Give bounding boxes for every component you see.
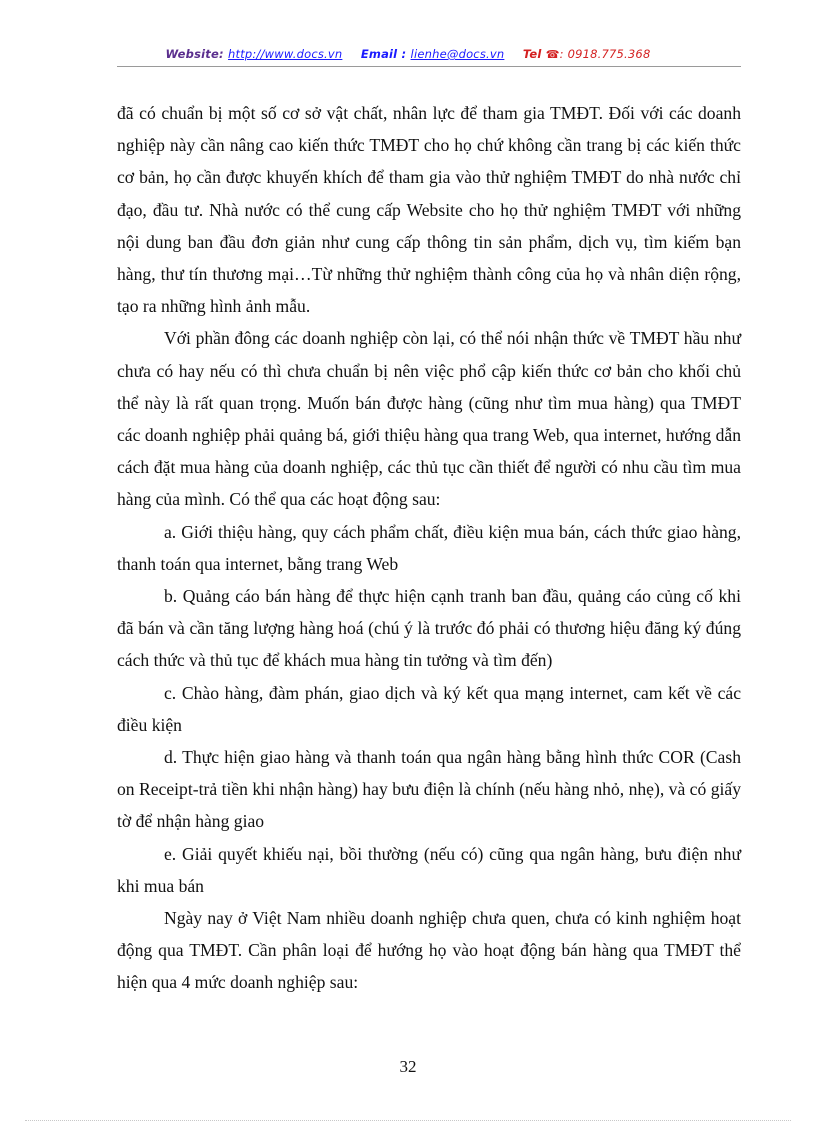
list-item-e: e. Giải quyết khiếu nại, bồi thường (nếu có) cũng qua ngân hàng, bưu điện như khi mua bán [117,843,741,896]
tel-label: Tel [522,47,542,61]
page-bottom-border [25,1120,791,1121]
header-divider [117,66,741,67]
list-item-a: a. Giới thiệu hàng, quy cách phẩm chất, điều kiện mua bán, cách thức giao hàng, thanh toán qua internet, bằng trang Web [117,521,741,574]
page-number: 32 [399,1057,417,1076]
paragraph-continuation: đã có chuẩn bị một số cơ sở vật chất, nhân lực để tham gia TMĐT. Đối với các doanh nghiệp này cần nâng cao kiến thức TMĐT cho họ chứ không cần trang bị các kiến thức cơ bản, họ cần được khuyến khích để tham gia vào thử nghiệm TMĐT do nhà nước chỉ đạo, đầu tư. Nhà nước có thể cung cấp Website cho họ thử nghiệm TMĐT với những nội dung ban đầu đơn giản như cung cấp thông tin sản phẩm, dịch vụ, tìm kiếm bạn hàng, thư tín thương mại…Từ những thử nghiệm thành công của họ và nhân diện rộng, tạo ra những hình ảnh mẫu. [117,103,741,317]
document-body [117,97,741,999]
list-item-c: c. Chào hàng, đàm phán, giao dịch và ký kết qua mạng internet, cam kết về các điều kiện [117,682,741,735]
phone-icon: ☎ [545,48,560,61]
list-item-b: b. Quảng cáo bán hàng để thực hiện cạnh tranh ban đầu, quảng cáo củng cố khi đã bán và cần tăng lượng hàng hoá (chú ý là trước đó phải có thương hiệu đăng ký đúng cách thức và thủ tục để khách mua hàng tin tưởng và tìm đến) [117,586,741,671]
page-header [0,47,816,61]
paragraph-vietnam-enterprises: Ngày nay ở Việt Nam nhiều doanh nghiệp chưa quen, chưa có kinh nghiệm hoạt động qua TMĐT. Cần phân loại để hướng họ vào hoạt động bán hàng qua TMĐT thể hiện qua 4 mức doanh nghiệp sau: [117,908,741,993]
website-link[interactable]: http://www.docs.vn [228,47,343,61]
phone-number: : 0918.775.368 [559,47,651,61]
paragraph-remaining-enterprises: Với phần đông các doanh nghiệp còn lại, có thể nói nhận thức về TMĐT hầu như chưa có hay nếu có thì chưa chuẩn bị nên việc phổ cập kiến thức cơ bản cho khối chủ thể này là rất quan trọng. Muốn bán được hàng (cũng như tìm mua hàng) qua TMĐT các doanh nghiệp phải quảng bá, giới thiệu hàng qua trang Web, qua internet, hướng dẫn cách đặt mua hàng của doanh nghiệp, các thủ tục cần thiết để người có nhu cầu tìm mua hàng của mình. Có thể qua các hoạt động sau: [117,328,741,510]
website-label: Website: [165,47,224,61]
email-label: Email : [360,47,407,61]
email-link[interactable]: lienhe@docs.vn [410,47,505,61]
list-item-d: d. Thực hiện giao hàng và thanh toán qua ngân hàng bằng hình thức COR (Cash on Receipt-trả tiền khi nhận hàng) hay bưu điện là chính (nếu hàng nhỏ, nhẹ), và có giấy tờ để nhận hàng giao [117,747,741,832]
